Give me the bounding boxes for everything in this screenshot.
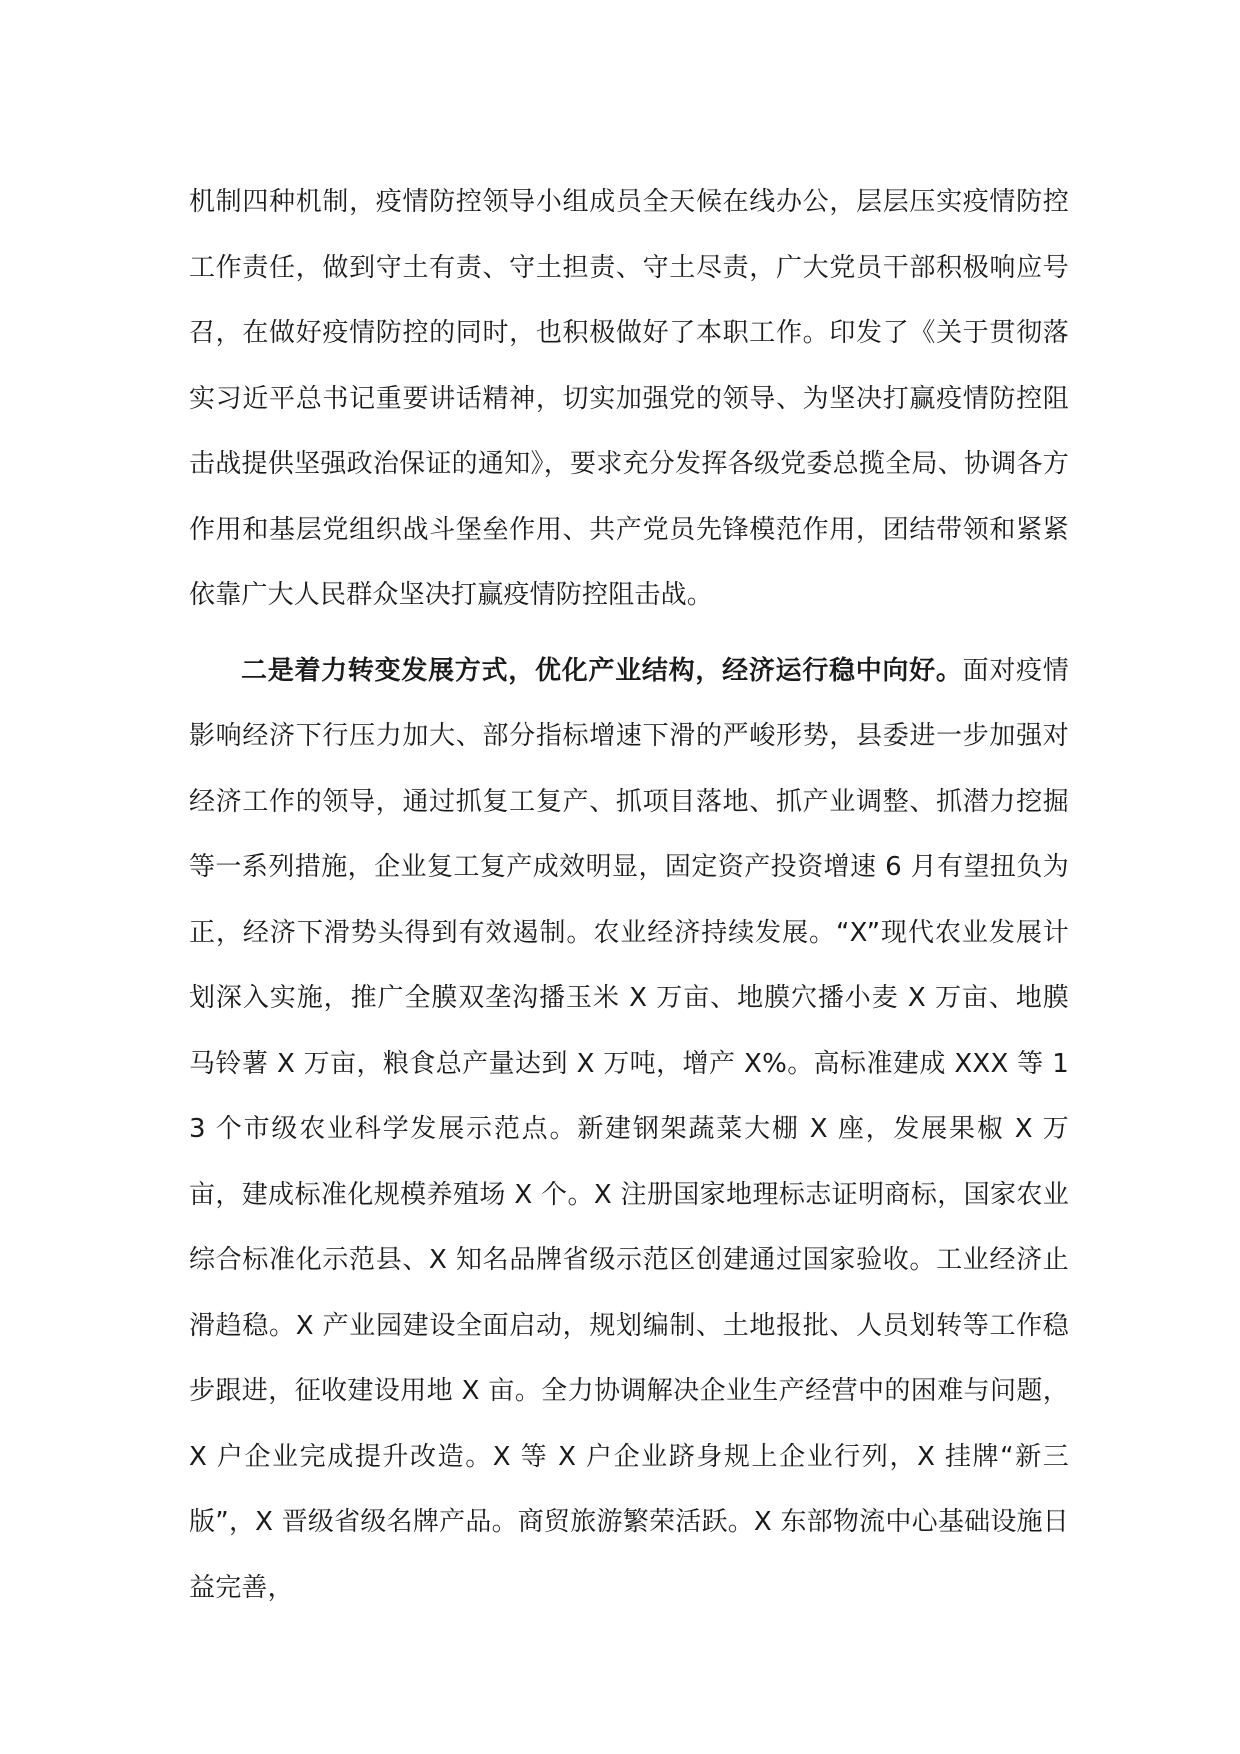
document-body <box>189 170 1069 1621</box>
body-paragraph-1 <box>189 170 1069 629</box>
paragraph-2-text: 面对疫情影响经济下行压力加大、部分指标增速下滑的严峻形势，县委进一步加强对经济工作的领导，通过抓复工复产、抓项目落地、抓产业调整、抓潜力挖掘等一系列措施，企业复工复产成效明显，固定资产投资增速 6 月有望扭负为正，经济下滑势头得到有效遏制。农业经济持续发展。“X”现代农业发展计划深入实施，推广全膜双垄沟播玉米 X 万亩、地膜穴播小麦 X 万亩、地膜马铃薯 X 万亩，粮食总产量达到 X 万吨，增产 X%。高标准建成 XXX 等 13 个市级农业科学发展示范点。新建钢架蔬菜大棚 X 座，发展果椒 X 万亩，建成标准化规模养殖场 X 个。X 注册国家地理标志证明商标，国家农业综合标准化示范县、X 知名品牌省级示范区创建通过国家验收。工业经济止滑趋稳。X 产业园建设全面启动，规划编制、土地报批、人员划转等工作稳步跟进，征收建设用地 X 亩。全力协调解决企业生产经营中的困难与问题，X 户企业完成提升改造。X 等 X 户企业跻身规上企业行列，X 挂牌“新三版”，X 晋级省级名牌产品。商贸旅游繁荣活跃。X 东部物流中心基础设施日益完善， <box>189 655 1069 1603</box>
paragraph-1-text: 机制四种机制，疫情防控领导小组成员全天候在线办公，层层压实疫情防控工作责任，做到守土有责、守土担责、守土尽责，广大党员干部积极响应号召，在做好疫情防控的同时，也积极做好了本职工作。印发了《关于贯彻落实习近平总书记重要讲话精神，切实加强党的领导、为坚决打赢疫情防控阻击战提供坚强政治保证的通知》，要求充分发挥各级党委总揽全局、协调各方作用和基层党组织战斗堡垒作用、共产党员先锋模范作用，团结带领和紧紧依靠广大人民群众坚决打赢疫情防控阻击战。 <box>189 187 1069 610</box>
body-paragraph-2 <box>189 639 1069 1622</box>
paragraph-2-heading: 二是着力转变发展方式，优化产业结构，经济运行稳中向好。 <box>241 655 963 686</box>
